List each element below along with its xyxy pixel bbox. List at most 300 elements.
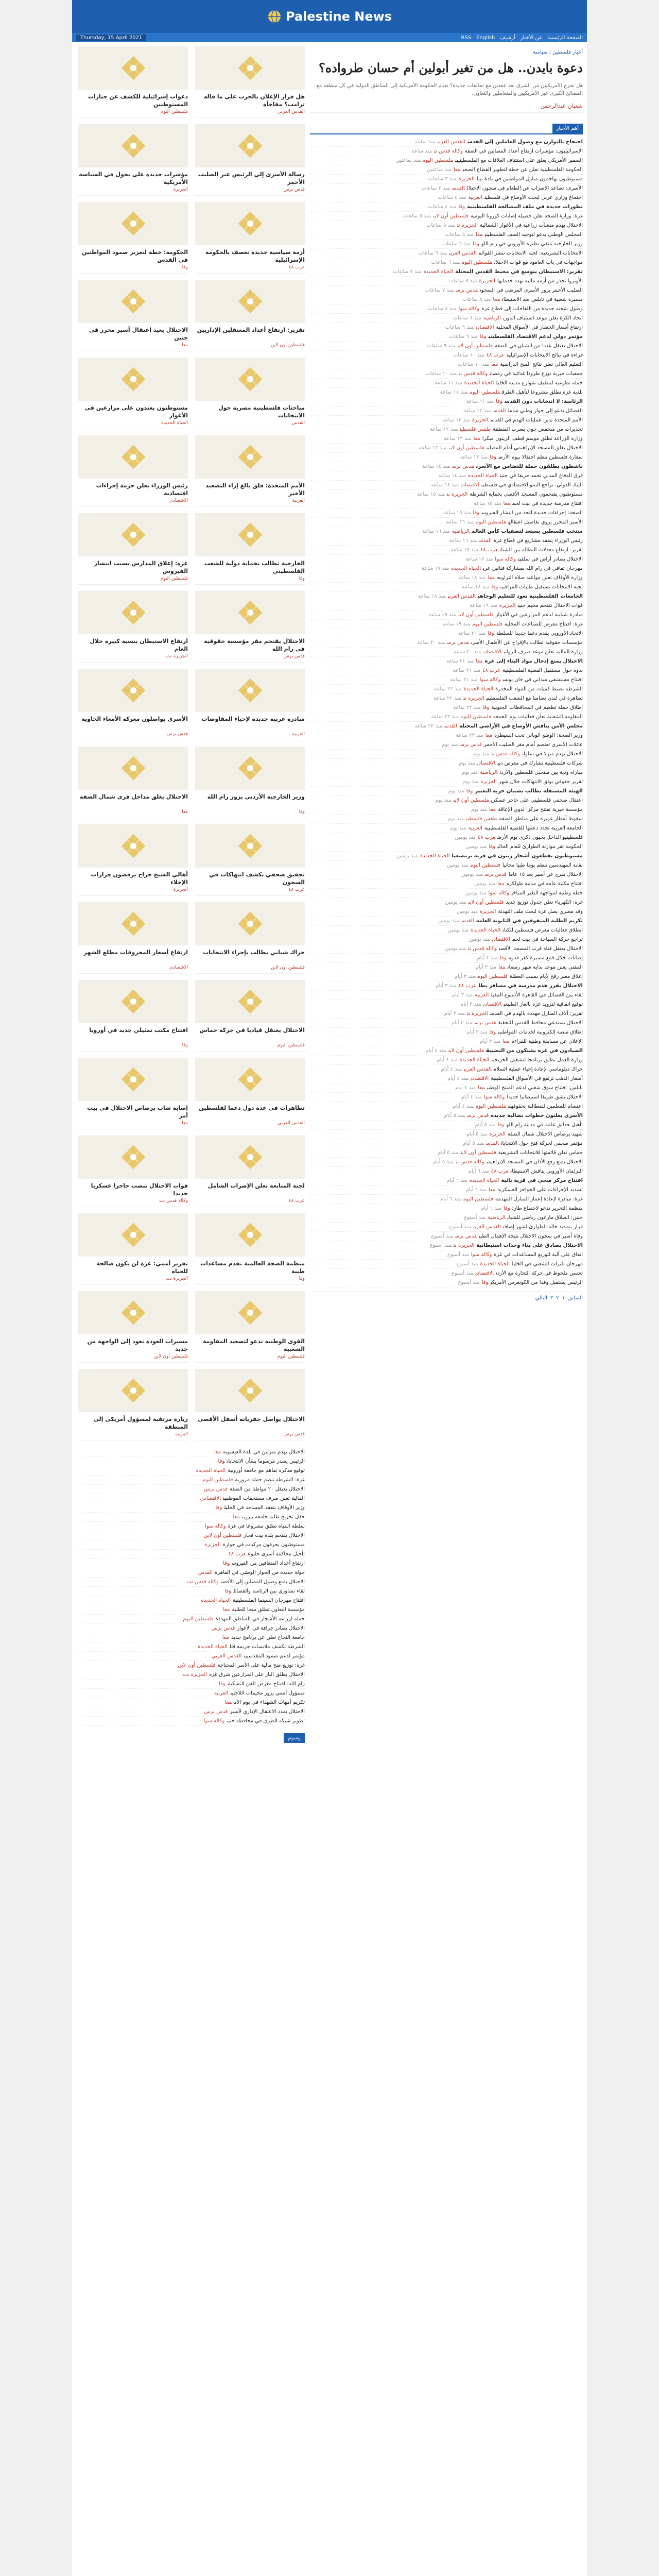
headline-source[interactable]: القدس — [444, 723, 457, 729]
headline-title[interactable]: حراك دبلوماسي لإعادة إحياء عملية السلام — [493, 1066, 583, 1072]
related-card-title[interactable]: أهالي الشيخ جراح يرفضون قرارات الإخلاء — [91, 871, 188, 886]
thumbnail[interactable] — [195, 824, 305, 868]
headline-title[interactable]: اتحاد الكرة يعلن موعد استئناف الدوري — [503, 315, 583, 321]
headline-title[interactable]: خطة وطنية لمواجهة التغير المناخي — [511, 890, 583, 896]
headline-source[interactable]: وفا — [466, 788, 473, 794]
headline-title[interactable]: الاحتلال يصادق على بناء وحدات استيطانية — [476, 1243, 583, 1248]
headline-item[interactable] — [310, 1148, 583, 1158]
headline-item[interactable] — [310, 981, 583, 991]
headline-title[interactable]: اعتقال صحفي فلسطيني على حاجز عسكري — [491, 798, 583, 803]
headline-title[interactable]: وزارة العمل تطلق برنامجا لتشغيل الخريجين — [491, 1057, 583, 1063]
related-card-title[interactable]: أزمة سياسية جديدة تعصف بالحكومة الإسرائيلية — [205, 249, 305, 263]
related-card-source[interactable]: معا — [182, 343, 188, 348]
headline-title[interactable]: جمعيات خيرية توزع طرودا غذائية في رمضان — [490, 371, 583, 377]
headline-title[interactable]: شركات فلسطينية تشارك في معرض دبي — [497, 760, 583, 766]
headline-source[interactable]: الاقتصادي — [475, 1270, 494, 1276]
headline-title[interactable]: افتتاح مكتبة عامة في مدينة طولكرم — [506, 881, 583, 887]
headline-title[interactable]: تظاهرة في لندن تضامنا مع الشعب الفلسطيني — [486, 696, 583, 701]
related-card-source[interactable]: فلسطين أون لاين — [271, 343, 305, 348]
headline-item[interactable] — [310, 555, 583, 564]
related-card[interactable] — [78, 513, 188, 585]
headline-source[interactable]: وكالة سوا — [488, 890, 510, 896]
more-news-title[interactable]: لقاء تشاوري بين الرئاسة والفصائل — [233, 1588, 305, 1594]
headline-item[interactable] — [310, 694, 583, 703]
related-card-title[interactable]: دعوات إسرائيلية للكشف عن جنازات المستوطنين — [88, 93, 188, 108]
thumbnail[interactable] — [78, 435, 188, 479]
headline-title[interactable]: إطلاق حملة تطعيم في المحافظات الجنوبية — [491, 705, 583, 710]
headline-title[interactable]: احتجاج بالتوازن مع وصول العاملين إلى القدس — [467, 139, 583, 145]
more-news-title[interactable]: الاحتلال يطلق النار على المزارعين شرق غزة — [209, 1672, 305, 1677]
headline-title[interactable]: الأونروا تحذر من أزمة مالية تهدد خدماتها — [497, 278, 583, 284]
related-card-source[interactable]: وفا — [299, 1276, 305, 1281]
related-card-title[interactable]: مبادرة عربية جديدة لإحياء المفاوضات — [201, 716, 305, 722]
related-card[interactable] — [195, 358, 305, 429]
headline-title[interactable]: تشديد الإجراءات على الحواجز العسكرية — [497, 1187, 583, 1193]
headline-title[interactable]: الاحتلال يهدم منشآت زراعية في الأغوار الشمالية — [480, 223, 583, 228]
headline-item[interactable] — [310, 156, 583, 165]
headline-item[interactable] — [310, 777, 583, 787]
more-news-item[interactable] — [78, 1707, 305, 1717]
more-news-item[interactable] — [78, 1698, 305, 1707]
more-news-source[interactable]: عرب ٤٨ — [228, 1551, 246, 1557]
headline-title[interactable]: غزة: الكهرباء تعلن جدول توزيع جديد — [506, 900, 583, 905]
related-card-source[interactable]: عرب ٤٨ — [288, 265, 305, 270]
headline-source[interactable]: فلسطين اليوم — [475, 1104, 506, 1109]
related-card-source[interactable]: الجزيرة — [173, 187, 188, 192]
headline-source[interactable]: العربية — [468, 825, 482, 831]
headline-source[interactable]: فلسطين أون لاين — [460, 1150, 496, 1156]
headline-source[interactable]: الجزيرة — [480, 779, 497, 785]
headline-item[interactable] — [310, 379, 583, 388]
headline-title[interactable]: قوات الاحتلال تقتحم مخيم جنين — [517, 603, 583, 608]
headline-title[interactable]: حملة تطوعية لتنظيف شوارع مدينة الخليل — [496, 380, 583, 386]
headline-item[interactable] — [310, 907, 583, 917]
headline-title[interactable]: وصول شحنة جديدة من اللقاحات إلى قطاع غزة — [481, 306, 583, 312]
related-card-source[interactable]: وكالة قدس نت — [159, 1198, 188, 1204]
headline-item[interactable] — [310, 277, 583, 286]
headline-title[interactable]: الاحتلال يمنع رفع الأذان في المسجد الإبراهيمي — [487, 1159, 583, 1165]
headline-title[interactable]: مبادرة شبابية لدعم المزارعين في الأغوار — [495, 612, 583, 618]
related-card[interactable] — [78, 46, 188, 118]
related-card-title[interactable]: غزة: إغلاق المدارس بسبب انتشار الفيروس — [94, 560, 188, 574]
headline-title[interactable]: الاحتلال يشق طريقا استيطانيا جديدا — [507, 1094, 583, 1100]
headline-item[interactable] — [310, 1009, 583, 1019]
headline-title[interactable]: مؤسسات حقوقية تطالب بالإفراج عن الأطفال الأسرى — [471, 640, 583, 646]
more-news-title[interactable]: جولة جديدة من الحوار الوطني في القاهرة — [215, 1570, 305, 1575]
headline-source[interactable]: عرب ٤٨ — [482, 668, 500, 673]
headline-title[interactable]: الاحتلال يهدم منزلا في سلوان — [522, 751, 583, 757]
top-nav-item[interactable]: English — [476, 35, 495, 41]
headline-source[interactable]: فلسطين أون لاين — [453, 798, 489, 803]
headline-title[interactable]: وزارة المالية تعلن موعد صرف الرواتب — [504, 649, 583, 655]
thumbnail[interactable] — [195, 1058, 305, 1101]
headline-source[interactable]: الحياة الجديدة — [464, 380, 494, 386]
headline-source[interactable]: فلسطين أون لاين — [458, 612, 494, 618]
thumbnail[interactable] — [78, 1136, 188, 1179]
thumbnail[interactable] — [195, 1369, 305, 1412]
headline-item[interactable] — [310, 165, 583, 175]
headline-item[interactable] — [310, 583, 583, 592]
pagination-link[interactable]: ٢ — [556, 1295, 559, 1301]
headline-source[interactable]: معا — [503, 501, 511, 506]
headline-title[interactable]: وزير الخارجية يلتقي نظيره الأوروبي في رام الله — [481, 241, 583, 247]
related-card-title[interactable]: الأسرى يواصلون معركة الأمعاء الخاوية — [81, 716, 188, 722]
headline-item[interactable] — [310, 1046, 583, 1056]
headline-title[interactable]: بلدية غزة تطلق مشروعا لتأهيل الطرق — [502, 389, 583, 395]
headline-source[interactable]: وفا — [458, 204, 465, 210]
headline-item[interactable] — [310, 1056, 583, 1065]
headline-source[interactable]: وفا — [473, 241, 480, 247]
headline-source[interactable]: الحياة الجديدة — [423, 269, 454, 275]
headline-source[interactable]: فلسطين أون لاين — [433, 213, 469, 219]
more-news-title[interactable]: جامعة النجاح تعلن عن برنامج جديد — [231, 1635, 305, 1640]
headline-item[interactable] — [310, 666, 583, 675]
thumbnail[interactable] — [195, 591, 305, 634]
more-news-title[interactable]: افتتاح مهرجان السينما الفلسطينية — [232, 1598, 305, 1603]
related-card-title[interactable]: القوى الوطنية تدعو لتصعيد المقاومة الشعبية — [203, 1338, 305, 1352]
headline-source[interactable]: الحياة الجديدة — [463, 686, 494, 692]
more-news-source[interactable]: وكالة قدس نت — [186, 1579, 219, 1585]
headline-title[interactable]: حماس تعلن قائمتها للانتخابات التشريعية — [498, 1150, 583, 1156]
headline-source[interactable]: عرب ٤٨ — [480, 547, 498, 553]
more-news-title[interactable]: حملة لزراعة الأشجار في المناطق المهددة — [215, 1616, 305, 1622]
headline-item[interactable] — [310, 870, 583, 879]
headline-item[interactable] — [310, 805, 583, 815]
headline-title[interactable]: الاحتلال يغلق المسجد الإبراهيمي أمام المصلين — [486, 445, 583, 451]
headline-title[interactable]: الأسير المحرر يروي تفاصيل اعتقاله — [508, 519, 583, 525]
related-card[interactable] — [195, 1369, 305, 1440]
related-card-title[interactable]: لجنة المتابعة تعلن الإضراب الشامل — [207, 1182, 305, 1189]
headline-title[interactable]: قراءة في نتائج الانتخابات الإسرائيلية — [506, 352, 583, 358]
headline-source[interactable]: فلسطين اليوم — [477, 974, 508, 979]
more-news-title[interactable]: وزير الأوقاف يتفقد المساجد في الخليل — [224, 1505, 305, 1511]
more-news-source[interactable]: معا — [233, 1514, 240, 1520]
headline-item[interactable] — [310, 360, 583, 369]
thumbnail[interactable] — [195, 902, 305, 945]
headline-source[interactable]: قدس برس — [452, 464, 474, 469]
headline-item[interactable] — [310, 138, 583, 147]
headline-item[interactable] — [310, 527, 583, 536]
related-card-title[interactable]: افتتاح مكتب تمثيلي جديد في أوروبا — [89, 1027, 188, 1033]
pagination-link[interactable]: التالي — [535, 1295, 547, 1301]
headline-item[interactable] — [310, 861, 583, 870]
related-card[interactable] — [195, 591, 305, 663]
more-news-item[interactable] — [78, 1522, 305, 1531]
headline-source[interactable]: الجزيرة نت — [446, 492, 468, 497]
headline-title[interactable]: المجلس الوطني يدعو لتوحيد الصف الفلسطيني — [484, 232, 583, 238]
headline-item[interactable] — [310, 295, 583, 304]
breadcrumb[interactable]: أخبار فلسطين | سياسة — [533, 49, 583, 55]
headline-item[interactable] — [310, 509, 583, 518]
more-news-title[interactable]: رام الله: افتتاح معرض للفن التشكيلي — [227, 1681, 305, 1687]
more-news-title[interactable]: الرئيس يصدر مرسوما بشأن الانتخابات — [227, 1459, 305, 1464]
more-news-item[interactable] — [78, 1642, 305, 1652]
headline-title[interactable]: مؤتمر دولي لدعم الاقتصاد الفلسطيني — [488, 334, 583, 340]
headline-item[interactable] — [310, 1102, 583, 1111]
related-card[interactable] — [78, 591, 188, 663]
related-card-source[interactable]: فلسطين أون لاين — [154, 1354, 188, 1359]
headline-item[interactable] — [310, 740, 583, 750]
headline-title[interactable]: نابلس: افتتاح سوق شعبي لدعم المنتج الوطني — [487, 1085, 583, 1091]
more-news-title[interactable]: الاحتلال يقتحم بلدة بيت فجار — [244, 1533, 305, 1538]
headline-title[interactable]: رئيس الوزراء يتفقد مشاريع في قطاع غزة — [493, 538, 583, 544]
headline-title[interactable]: مهرجان ثقافي في رام الله بمشاركة فنانين عرب — [483, 566, 583, 571]
headline-item[interactable] — [310, 898, 583, 907]
headline-item[interactable] — [310, 1213, 583, 1223]
pagination-link[interactable]: ٣ — [550, 1295, 553, 1301]
related-card-source[interactable]: العربية — [175, 1432, 188, 1437]
related-card-source[interactable]: فلسطين اليوم — [160, 109, 188, 114]
more-news-item[interactable] — [78, 1652, 305, 1661]
headline-source[interactable]: وكالة قدس نت — [491, 751, 521, 757]
headline-title[interactable]: الاحتلال يستدعي محافظ القدس للتحقيق — [498, 1020, 583, 1026]
headline-title[interactable]: لقاء بين الفصائل في القاهرة الأسبوع المقبل — [491, 992, 583, 998]
more-news-source[interactable]: وفا — [218, 1459, 225, 1464]
headline-item[interactable] — [310, 1223, 583, 1232]
headline-title[interactable]: تكريم الطلبة المتفوقين في الثانوية العامة — [476, 918, 583, 924]
headline-title[interactable]: مستوطنون يقطعون أشجار زيتون في قرية ترمسعيا — [452, 853, 583, 859]
headline-title[interactable]: وزارة الأوقاف تعلن مواعيد صلاة التراويح — [497, 575, 583, 581]
headline-item[interactable] — [310, 675, 583, 685]
related-card-source[interactable]: القدس العربي — [278, 1121, 305, 1126]
headline-item[interactable] — [310, 499, 583, 509]
related-card-title[interactable]: مسيرات العودة تعود إلى الواجهة من جديد — [87, 1338, 188, 1352]
headline-source[interactable]: وفا — [479, 334, 487, 340]
thumbnail[interactable] — [195, 669, 305, 712]
headline-source[interactable]: وفا — [491, 584, 498, 590]
headline-title[interactable]: الهيئة المستقلة تطالب بضمان حرية التعبير — [475, 788, 583, 794]
more-news-source[interactable]: وكالة سوا — [203, 1718, 225, 1724]
thumbnail[interactable] — [195, 1136, 305, 1179]
headline-title[interactable]: مستوطنون يهاجمون منازل المواطنين في بلدة بيتا — [476, 176, 583, 182]
headline-title[interactable]: الاحتلال يصادر أراض في سلفيت — [518, 556, 583, 562]
related-card-source[interactable]: معا — [182, 809, 188, 815]
headline-source[interactable]: فلسطين أون لاين — [448, 445, 484, 451]
more-news-title[interactable]: الاحتلال يصادر جرافة في الأغوار — [237, 1625, 305, 1631]
more-news-title[interactable]: مؤتمر لدعم صمود المقدسيين — [244, 1653, 305, 1659]
headline-item[interactable] — [310, 889, 583, 898]
headline-item[interactable] — [310, 917, 583, 926]
headline-source[interactable]: عرب ٤٨ — [486, 352, 505, 358]
headline-title[interactable]: وفاة أسير في سجون الاحتلال نتيجة الإهمال الطبي — [479, 1233, 583, 1239]
headline-title[interactable]: الانتخابات التشريعية: لجنة الانتخابات تنشر القوائم — [478, 250, 583, 256]
headline-title[interactable]: الصيادون في غزة يشتكون من التضييق — [485, 1048, 583, 1054]
related-card[interactable] — [78, 1369, 188, 1440]
headline-source[interactable]: القدس العربي — [448, 594, 476, 599]
related-card[interactable] — [195, 202, 305, 274]
related-card[interactable] — [78, 358, 188, 429]
related-card[interactable] — [78, 280, 188, 351]
related-card[interactable] — [78, 435, 188, 507]
related-card-source[interactable]: فلسطين اليوم — [160, 576, 188, 581]
pagination-link[interactable]: السابق — [568, 1295, 583, 1301]
headline-item[interactable] — [310, 546, 583, 555]
headline-source[interactable]: وفا — [481, 1280, 489, 1285]
headline-source[interactable]: معا — [497, 881, 505, 887]
more-news-item[interactable] — [78, 1568, 305, 1578]
thumbnail[interactable] — [195, 46, 305, 90]
headline-title[interactable]: أسعار الذهب ترتفع في الأسواق الفلسطينية — [491, 1076, 583, 1081]
headline-source[interactable]: الجزيرة — [472, 417, 489, 423]
more-news-source[interactable]: الاقتصادي — [200, 1496, 221, 1501]
headline-item[interactable] — [310, 453, 583, 462]
related-card-title[interactable]: الاحتلال يقتحم مقر مؤسسة حقوقية في رام الله — [204, 638, 305, 652]
headline-title[interactable]: مؤتمر صحفي لحركة فتح حول الانتخابات — [500, 1141, 583, 1146]
related-card[interactable] — [78, 980, 188, 1052]
headline-item[interactable] — [310, 1260, 583, 1269]
headline-title[interactable]: الشرطة تضبط كميات من المواد المخدرة — [495, 686, 583, 692]
more-news-title[interactable]: المالية تعلن صرف مستحقات الموظفين — [223, 1496, 305, 1501]
headline-item[interactable] — [310, 1158, 583, 1167]
headline-item[interactable] — [310, 787, 583, 796]
thumbnail[interactable] — [78, 591, 188, 634]
more-news-title[interactable]: غزة: توزيع منح مالية على الأسر المحتاجة — [217, 1663, 305, 1668]
headline-item[interactable] — [310, 240, 583, 249]
headline-source[interactable]: الجزيرة — [489, 1131, 506, 1137]
top-nav-item[interactable]: RSS — [461, 35, 472, 41]
headline-item[interactable] — [310, 750, 583, 759]
headline-title[interactable]: سقوط أمطار غزيرة على مناطق الضفة — [499, 816, 583, 822]
more-news-source[interactable]: العربية — [214, 1690, 229, 1696]
headline-title[interactable]: مستوطنون يقتحمون المسجد الأقصى بحماية الشرطة — [470, 492, 583, 497]
related-card-title[interactable]: الحكومة: خطة لتعزيز صمود المواطنين في القدس — [81, 249, 188, 263]
headline-source[interactable]: معا — [489, 807, 496, 812]
headline-item[interactable] — [310, 286, 583, 295]
related-card[interactable] — [195, 1136, 305, 1207]
related-card-title[interactable]: زيارة مرتقبة لمسؤول أمريكي إلى المنطقة — [93, 1416, 188, 1430]
headline-title[interactable]: افتتاح مركز صحي في قرية نائية — [501, 1178, 583, 1183]
headline-source[interactable]: الرياضية — [483, 315, 501, 321]
related-card[interactable] — [195, 747, 305, 818]
related-card-title[interactable]: تظاهرات في عدة دول دعما لفلسطين — [199, 1105, 305, 1111]
headline-title[interactable]: مهرجان للتراث الشعبي في الخليل — [512, 1261, 583, 1267]
headline-source[interactable]: القدس — [485, 1141, 499, 1146]
headline-source[interactable]: فلسطين اليوم — [470, 389, 500, 395]
more-news-source[interactable]: فلسطين أون لاين — [203, 1533, 242, 1538]
headline-source[interactable]: معا — [475, 232, 483, 238]
related-card-title[interactable]: الاحتلال يغلق مداخل قرى شمال الضفة — [79, 793, 188, 800]
headline-source[interactable]: الجزيرة نت — [463, 696, 484, 701]
more-news-source[interactable]: الجزيرة — [204, 1542, 221, 1548]
headline-source[interactable]: فلسطين اليوم — [463, 1196, 494, 1202]
headline-title[interactable]: مباراة ودية بين منتخبي فلسطين والأردن — [499, 770, 583, 775]
headline-title[interactable]: المفتي يعلن موعد بداية شهر رمضان — [507, 964, 583, 970]
headline-title[interactable]: شهيد برصاص الاحتلال شمال الضفة — [507, 1131, 583, 1137]
headline-source[interactable]: طقس فلسطين — [466, 816, 497, 822]
related-card-source[interactable]: وفا — [299, 809, 305, 815]
headline-source[interactable]: فلسطين اليوم — [470, 862, 500, 868]
headline-item[interactable] — [310, 620, 583, 629]
headline-item[interactable] — [310, 1241, 583, 1250]
headline-source[interactable]: وكالة سوا — [479, 677, 501, 683]
more-news-title[interactable]: الاحتلال يعتقل ٢٠ مواطنا من الضفة — [229, 1486, 305, 1492]
headline-title[interactable]: تقرير: الاستيطان يتوسع في محيط القدس المحتلة — [455, 269, 583, 275]
headline-title[interactable]: الرئاسة: لا انتخابات دون القدس — [505, 399, 583, 404]
pagination-link[interactable]: ١ — [562, 1295, 565, 1301]
headline-item[interactable] — [310, 184, 583, 193]
headline-title[interactable]: اجتماع وزاري عربي لبحث الأوضاع في فلسطين — [484, 195, 583, 200]
related-card-source[interactable]: الاقتصادي — [169, 965, 188, 970]
headline-item[interactable] — [310, 638, 583, 648]
more-news-title[interactable]: تأجيل محاكمة أسرى جلبوع — [247, 1551, 305, 1557]
related-card-title[interactable]: الأمم المتحدة: قلق بالغ إزاء التصعيد الأخير — [205, 482, 305, 497]
headline-title[interactable]: إغلاق معبر رفح لأيام بسبب العطلة — [509, 974, 583, 979]
more-news-item[interactable] — [78, 1457, 305, 1466]
related-card-source[interactable]: عرب ٤٨ — [288, 1198, 305, 1204]
more-news-source[interactable]: فلسطين أون لاين — [178, 1663, 216, 1668]
thumbnail[interactable] — [78, 902, 188, 945]
headline-item[interactable] — [310, 434, 583, 444]
headline-title[interactable]: الرئيس يستقبل وفدا من الكونغرس الأمريكي — [490, 1280, 583, 1285]
headline-item[interactable] — [310, 796, 583, 805]
headline-source[interactable]: وكالة قدس نت — [468, 946, 497, 952]
related-card-source[interactable]: عرب ٤٨ — [288, 887, 305, 892]
headline-source[interactable]: وكالة سوا — [458, 306, 480, 312]
headline-source[interactable]: الاقتصادي — [483, 649, 502, 655]
headline-title[interactable]: انطلاق فعاليات معرض فلسطين للكتاب — [502, 927, 583, 933]
headline-source[interactable]: الاقتصادي — [476, 325, 494, 330]
headline-title[interactable]: توقيع اتفاقية لتزويد غزة بالغاز الطبيعي — [504, 1002, 583, 1007]
more-news-title[interactable]: تكريم أمهات الشهداء في يوم الأم — [234, 1700, 305, 1705]
headline-item[interactable] — [310, 1139, 583, 1148]
headline-item[interactable] — [310, 202, 583, 212]
headline-item[interactable] — [310, 713, 583, 722]
headline-source[interactable]: الحياة الجديدة — [467, 473, 498, 479]
headline-source[interactable]: العربية — [468, 195, 482, 200]
related-card[interactable] — [78, 202, 188, 274]
headline-item[interactable] — [310, 935, 583, 944]
headline-source[interactable]: قدس برس — [467, 1113, 489, 1118]
headline-title[interactable]: مسيرة شعبية في نابلس ضد الاستيطان — [501, 297, 583, 302]
headline-item[interactable] — [310, 147, 583, 156]
headline-source[interactable]: القدس — [452, 185, 465, 191]
headline-title[interactable]: تقرير: ارتفاع معدلات البطالة بين الشباب — [499, 547, 583, 553]
thumbnail[interactable] — [78, 824, 188, 868]
related-card[interactable] — [195, 1213, 305, 1285]
headline-title[interactable]: سفارة فلسطين تنظم احتفالا بيوم الأرض — [498, 454, 583, 460]
headline-title[interactable]: الإسرائيليون: مؤشرات ارتفاع أعداد المصابين في الضفة — [464, 148, 583, 154]
headline-item[interactable] — [310, 1083, 583, 1093]
headline-source[interactable]: معا — [485, 733, 492, 738]
related-card-title[interactable]: قوات الاحتلال تنصب حاجزا عسكريا جديدا — [91, 1182, 188, 1197]
headline-item[interactable] — [310, 759, 583, 768]
top-nav-item[interactable]: الصفحة الرئيسية — [547, 35, 583, 41]
related-card[interactable] — [195, 46, 305, 118]
related-card-source[interactable]: قدس برس — [283, 187, 305, 192]
headline-item[interactable] — [310, 944, 583, 954]
more-news-title[interactable]: غزة: الشرطة تنظم حملة مرورية — [235, 1477, 305, 1483]
headline-title[interactable]: منتخب فلسطين يستعد لتصفيات كأس العالم — [472, 529, 583, 534]
related-card-source[interactable]: قدس برس — [283, 1432, 305, 1437]
headline-item[interactable] — [310, 332, 583, 342]
thumbnail[interactable] — [78, 1058, 188, 1101]
headline-item[interactable] — [310, 685, 583, 694]
headline-source[interactable]: القدس العربي — [464, 1066, 492, 1072]
headline-item[interactable] — [310, 824, 583, 833]
thumbnail[interactable] — [78, 1291, 188, 1334]
headline-title[interactable]: تراجع حركة السياحة في بيت لحم — [512, 937, 583, 942]
headline-item[interactable] — [310, 258, 583, 267]
headline-source[interactable]: وفا — [497, 1122, 505, 1128]
headline-item[interactable] — [310, 852, 583, 861]
related-card-source[interactable]: العربية — [292, 498, 305, 503]
headline-item[interactable] — [310, 722, 583, 731]
headline-item[interactable] — [310, 351, 583, 360]
related-card-source[interactable]: قدس برس — [283, 654, 305, 659]
headline-item[interactable] — [310, 1204, 583, 1213]
related-card[interactable] — [195, 824, 305, 896]
related-card-title[interactable]: تقرير: ارتفاع أعداد المعتقلين الإداريين — [197, 327, 305, 333]
